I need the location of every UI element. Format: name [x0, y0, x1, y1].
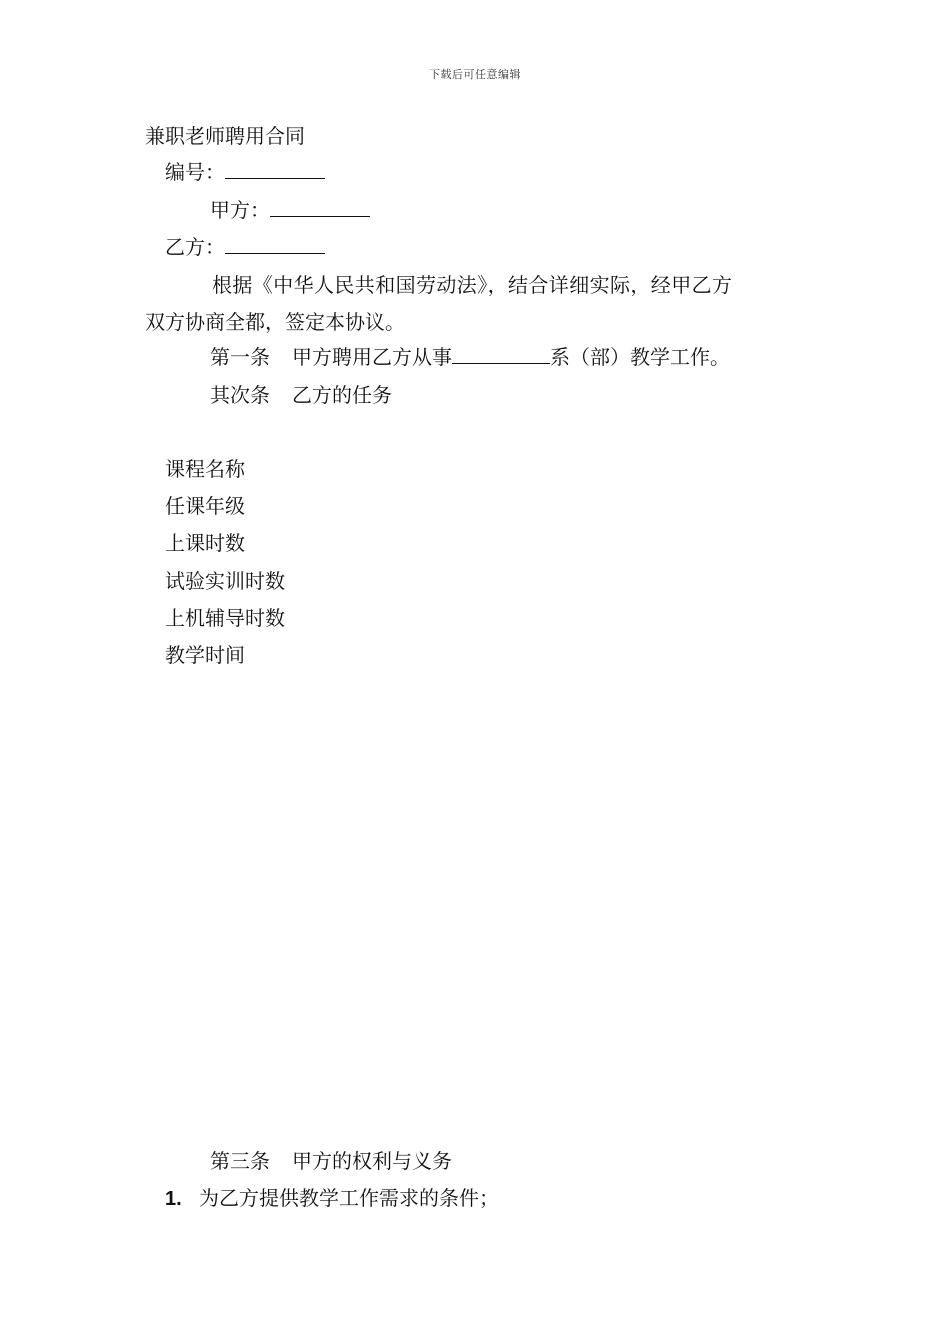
article-3-item-1-text: 为乙方提供教学工作需求的条件；	[199, 1186, 499, 1210]
article-3-item-1-number: 1.	[165, 1188, 182, 1210]
document-title: 兼职老师聘用合同	[145, 124, 305, 148]
article-2-text: 乙方的任务	[292, 383, 392, 407]
task-item-teaching-time: 教学时间	[165, 643, 245, 667]
party-b-blank	[225, 233, 325, 254]
header-note: 下载后可任意编辑	[429, 68, 521, 81]
party-a-blank	[270, 196, 370, 217]
party-a-field	[210, 196, 370, 224]
article-1-text-before: 甲方聘用乙方从事	[292, 345, 452, 369]
article-3-heading: 第三条	[210, 1149, 270, 1173]
article-3-text: 甲方的权利与义务	[292, 1149, 452, 1173]
task-item-course-name: 课程名称	[165, 457, 245, 481]
number-label: 编号：	[165, 160, 225, 184]
article-1-blank	[452, 343, 550, 364]
article-1-text-after: 系（部）教学工作。	[550, 345, 730, 369]
task-item-computer-hours: 上机辅导时数	[165, 606, 285, 630]
task-item-class-hours: 上课时数	[165, 531, 245, 555]
task-item-grade: 任课年级	[165, 494, 245, 518]
article-3-item-1	[165, 1184, 499, 1213]
article-3	[210, 1147, 452, 1175]
party-a-label: 甲方：	[210, 198, 270, 222]
intro-line-1: 根据《中华人民共和国劳动法》，结合详细实际，经甲乙方	[212, 273, 733, 297]
article-2	[210, 381, 392, 409]
intro-line-2: 双方协商全都，签定本协议。	[145, 310, 405, 334]
task-item-lab-hours: 试验实训时数	[165, 569, 285, 593]
article-2-heading: 其次条	[210, 383, 270, 407]
party-b-label: 乙方：	[165, 235, 225, 259]
party-b-field	[165, 233, 325, 261]
number-blank	[225, 158, 325, 179]
article-1-heading: 第一条	[210, 345, 270, 369]
number-field	[165, 158, 325, 186]
article-1	[210, 343, 730, 371]
